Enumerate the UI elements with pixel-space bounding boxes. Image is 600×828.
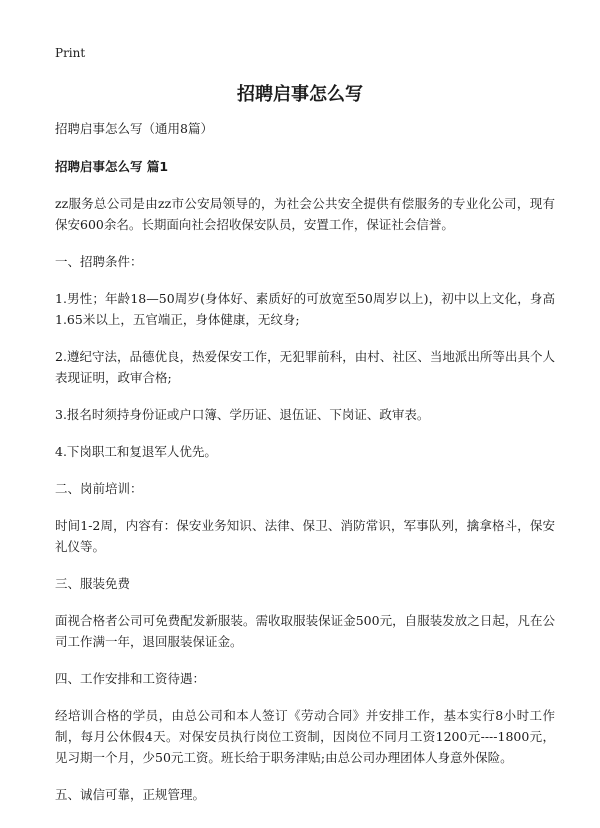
heading-work-and-salary: 四、工作安排和工资待遇：: [55, 671, 206, 686]
heading-pre-job-training: 二、岗前培训：: [55, 481, 143, 496]
uniform-paragraph: 面视合格者公司可免费配发新服装。需收取服装保证金500元，自服装发放之日起，凡在公司工作满一年，退回服装保证金。: [55, 613, 555, 649]
document-body: [55, 118, 555, 821]
heading-free-uniform: 三、服装免费: [55, 576, 131, 591]
heading-integrity-management: 五、诚信可靠，正规管理。: [55, 787, 206, 802]
page-title: 招聘启事怎么写: [237, 84, 363, 105]
training-paragraph: 时间1-2周，内容有：保安业务知识、法律、保卫、消防常识，军事队列，擒拿格斗，保安礼仪等。: [55, 518, 555, 554]
intro-paragraph: zz服务总公司是由zz市公安局领导的，为社会公共安全提供有偿服务的专业化公司，现有保安600余名。长期面向社会招收保安队员，安置工作，保证社会信誉。: [55, 196, 555, 232]
condition-item-3: 3.报名时须持身份证或户口簿、学历证、退伍证、下岗证、政审表。: [55, 407, 430, 422]
condition-item-1: 1.男性；年龄18—50周岁(身体好、素质好的可放宽至50周岁以上)，初中以上文化，身高1.65米以上，五官端正，身体健康，无纹身;: [55, 291, 555, 327]
print-label: Print: [55, 46, 86, 60]
condition-item-2: 2.遵纪守法，品德优良，热爱保安工作，无犯罪前科，由村、社区、当地派出所等出具个人表现证明，政审合格;: [55, 349, 555, 385]
heading-recruitment-conditions: 一、招聘条件：: [55, 254, 143, 269]
document-subtitle: 招聘启事怎么写（通用8篇）: [55, 121, 213, 136]
section-heading: 招聘启事怎么写 篇1: [55, 159, 169, 174]
condition-item-4: 4.下岗职工和复退军人优先。: [55, 444, 217, 459]
salary-paragraph: 经培训合格的学员，由总公司和本人签订《劳动合同》并安排工作，基本实行8小时工作制，每月公休假4天。对保安员执行岗位工资制，因岗位不同月工资1200元----1800元，见习期一个月，少50元工资。班长给于职务津贴;由总公司办理团体人身意外保险。: [55, 708, 555, 765]
